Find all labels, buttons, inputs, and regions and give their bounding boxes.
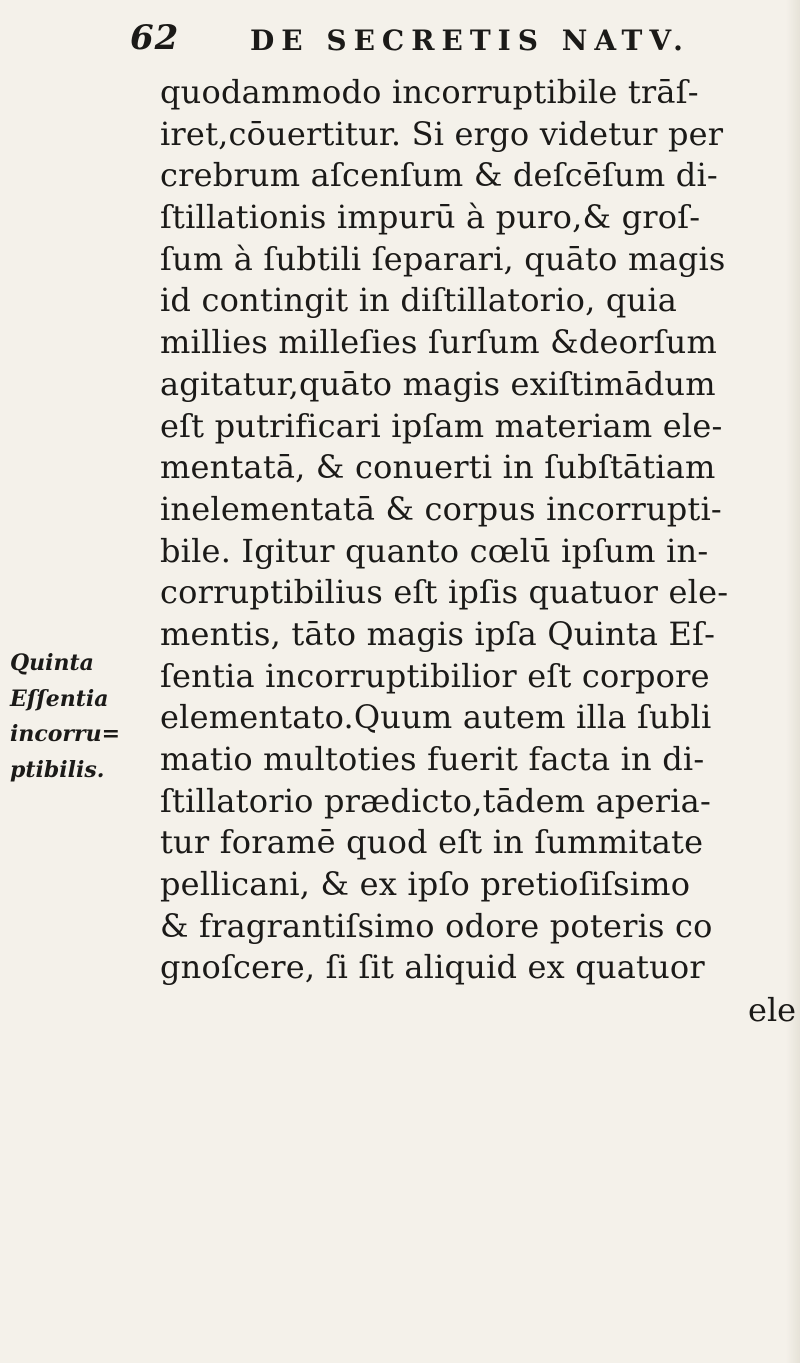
text-line: ſtillatorio prædicto,tādem aperia- (160, 781, 711, 820)
text-line: matio multoties fuerit facta in di- (160, 740, 705, 778)
text-line: gnoſcere, ſi ſit aliquid ex quatuor (160, 948, 705, 987)
text-line: ſtillationis impurū à puro,& groſ- (160, 198, 701, 237)
text-line: inelementatā & corpus incorrupti- (160, 489, 722, 528)
text-line: millies milleſies ſurſum &deorſum (160, 323, 717, 362)
text-line: elementato.Quum autem illa ſubli (160, 698, 712, 737)
page-number: 62 (130, 18, 180, 58)
marginal-note-line: Quinta (10, 650, 94, 676)
text-line: iret,cōuertitur. Si ergo videtur per (160, 114, 724, 153)
text-line: & fragrantiſsimo odore poteris co (160, 906, 713, 945)
marginal-note-line: ptibilis. (10, 756, 105, 783)
text-line: eſt putrificari ipſam materiam ele- (160, 406, 723, 445)
marginal-note-line: Eſſentia (10, 685, 109, 712)
marginal-note-line: incorru= (10, 721, 121, 747)
page-header (0, 18, 800, 64)
text-line: corruptibilius eſt ipſis quatuor ele- (160, 573, 729, 612)
text-line: tur foramē quod eſt in ſummitate (160, 823, 704, 862)
marginal-note (10, 646, 150, 788)
text-line: quodammodo incorruptibile trāſ- (160, 73, 699, 111)
catchword: ele (748, 991, 797, 1029)
body-text (160, 72, 790, 989)
text-line: mentis, tāto magis ipſa Quinta Eſ- (160, 614, 716, 653)
text-line: agitatur,quāto magis exiſtimādum (160, 364, 716, 403)
text-line: ſum à ſubtili ſeparari, quāto magis (160, 239, 726, 278)
text-line: crebrum aſcenſum & deſcēſum di- (160, 156, 718, 195)
running-title: DE SECRETIS NATV. (250, 24, 690, 57)
text-line: bile. Igitur quanto cœlū ipſum in- (160, 531, 709, 570)
text-line: mentatā, & conuerti in ſubſtātiam (160, 448, 716, 487)
text-line: id contingit in diſtillatorio, quia (160, 281, 678, 320)
text-line: ſentia incorruptibilior eſt corpore (160, 656, 710, 695)
text-line: pellicani, & ex ipſo pretioſiſsimo (160, 865, 691, 904)
